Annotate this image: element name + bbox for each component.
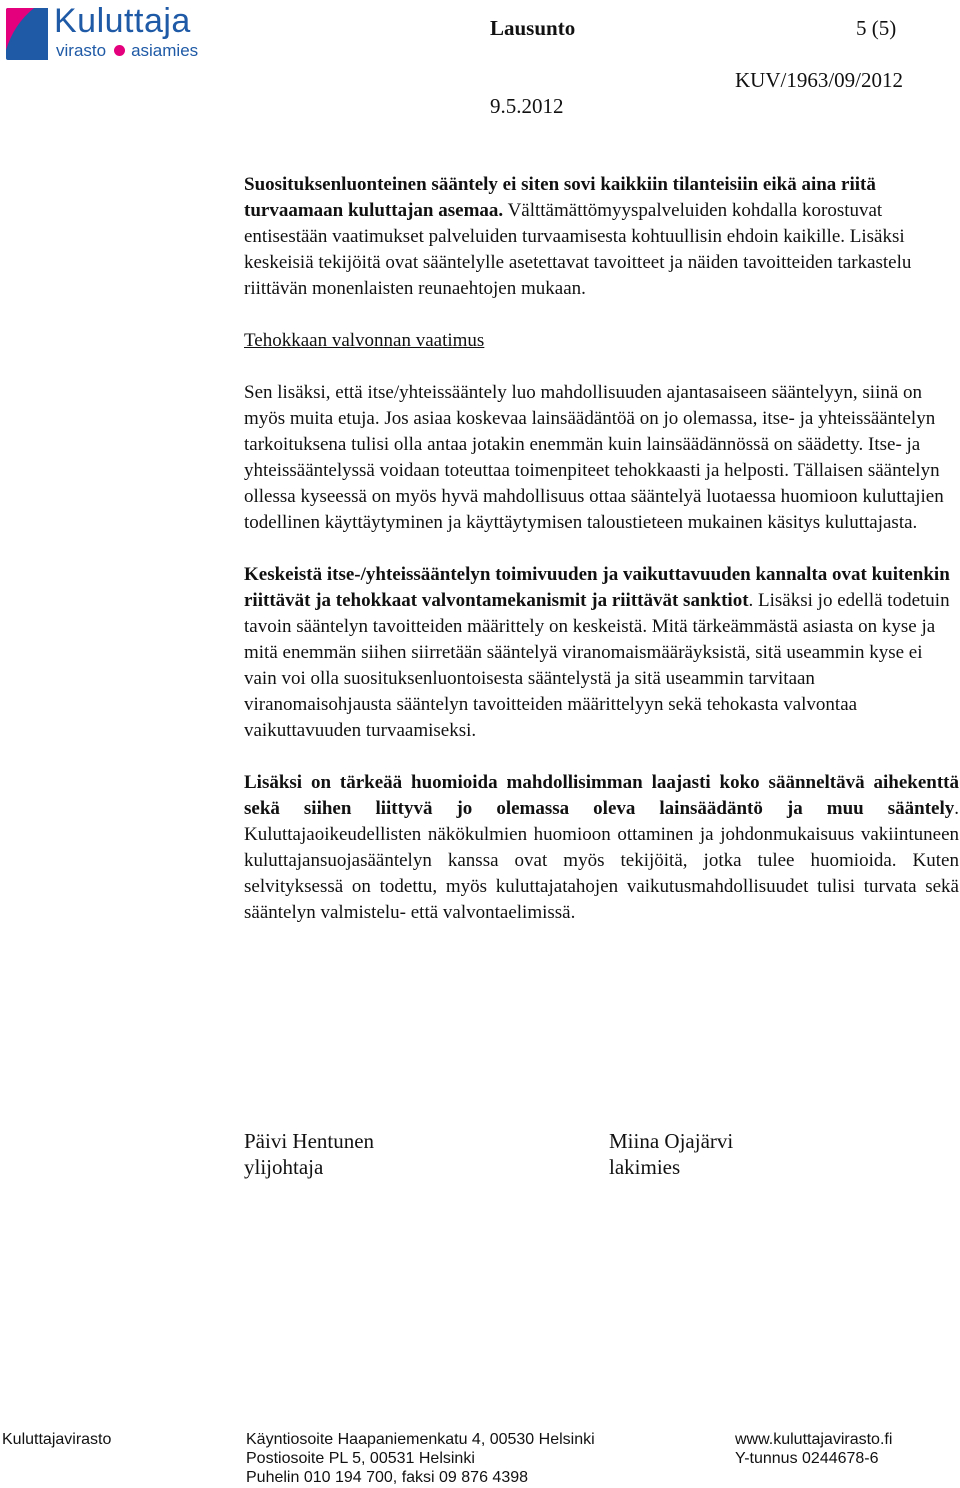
logo-dot-icon — [114, 45, 125, 56]
paragraph-4-text: . Kuluttajaoikeudellisten näkökulmien huomioon ottaminen ja johdonmukaisuus vakiintuneen kuluttajansuojasääntelyn kanssa ovat myös tekijöitä, jotka tulee huomioida. Kuten selvityksessä on todettu, myös kuluttajatahojen vaikutusmahdollisuudet tulisi turvata sekä sääntelyn valmistelu- että valvontaelimissä. — [244, 798, 959, 923]
logo-mark-icon — [4, 6, 52, 62]
footer-business-id: Y-tunnus 0244678-6 — [735, 1450, 879, 1467]
paragraph-3-text: . Lisäksi jo edellä todetuin tavoin sääntelyn tavoitteiden määrittely on keskeistä. Mitä tärkeämmästä asiasta on kyse ja mitä enemmän siihen siirretään sääntelyä viranomaismääräyksistä, sitä useammin kyse ei vain voi olla suosituksenluontoisesta sääntelystä ja sitä useammin tarvitaan viranomaisohjausta sääntelyn tavoitteiden määrittelyyn sekä tehokasta valvontaa vaikuttavuuden turvaamiseksi. — [244, 590, 950, 741]
reference-number: KUV/1963/09/2012 — [735, 68, 903, 92]
footer-web — [735, 1430, 892, 1468]
paragraph-4-bold: Lisäksi on tärkeää huomioida mahdollisimman laajasti koko säänneltävä aihekenttä sekä siihen liittyvä jo olemassa oleva lainsäädäntö ja muu sääntely — [244, 772, 959, 819]
logo-word-virasto: virasto — [56, 41, 107, 60]
signer-name: Miina Ojajärvi — [609, 1129, 734, 1153]
signature-block-1 — [244, 1128, 374, 1180]
document-type: Lausunto — [490, 16, 576, 40]
subheading: Tehokkaan valvonnan vaatimus — [244, 330, 485, 351]
footer-address — [246, 1430, 595, 1487]
paragraph-1 — [244, 172, 959, 302]
footer-org-name: Kuluttajavirasto — [2, 1431, 112, 1448]
kuluttaja-logo — [4, 2, 210, 64]
paragraph-1-text: Välttämättömyyspalveluiden kohdalla korostuvat entisestään vaatimukset palveluiden turvaamisesta kohtuullisin ehdoin kaikille. Lisäksi keskeisiä tekijöitä ovat sääntelylle asetettavat tavoitteet ja näiden tavoitteiden tarkastelu riittävän monenlaisten reunaehtojen mukaan. — [244, 200, 912, 299]
signer-title: ylijohtaja — [244, 1155, 324, 1179]
paragraph-3 — [244, 562, 959, 744]
paragraph-1-bold: Suosituksenluonteinen sääntely ei siten sovi kaikkiin tilanteisiin eikä aina riitä turvaamaan kuluttajan asemaa. — [244, 174, 876, 221]
signer-title: lakimies — [609, 1155, 681, 1179]
footer-website-link[interactable]: www.kuluttajavirasto.fi — [735, 1431, 893, 1448]
footer-visiting-address: Käyntiosoite Haapaniemenkatu 4, 00530 Helsinki — [246, 1431, 595, 1448]
page-number: 5 (5) — [856, 16, 897, 40]
paragraph-2: Sen lisäksi, että itse/yhteissääntely luo mahdollisuuden ajantasaiseen sääntelyyn, siinä on myös muita etuja. Jos asiaa koskevaa lainsäädäntöä on jo olemassa, itse- ja yhteissääntelyn tarkoituksena tulisi olla antaa jotakin enemmän kuin lainsäädännössä on säädetty. Itse- ja yhteissääntelyssä voidaan toteuttaa toimenpiteet tehokkaasti ja helposti. Tällaisen sääntelyn ollessa kyseessä on myös hyvä mahdollisuus ottaa sääntelyä luotaessa huomioon kuluttajien todellinen käyttäytyminen ja käyttäytymisen taloustieteen mukainen käsitys kuluttajasta. — [244, 382, 944, 533]
signature-block-2 — [609, 1128, 733, 1180]
logo-word-asiamies: asiamies — [131, 41, 199, 60]
footer-postal-address: Postiosoite PL 5, 00531 Helsinki — [246, 1450, 475, 1467]
logo-wordmark: Kuluttaja — [54, 2, 191, 40]
footer-org — [2, 1430, 111, 1449]
document-date: 9.5.2012 — [490, 94, 564, 118]
logo-subwords — [56, 41, 198, 61]
paragraph-4 — [244, 770, 959, 926]
footer-phone: Puhelin 010 194 700, faksi 09 876 4398 — [246, 1469, 529, 1486]
signer-name: Päivi Hentunen — [244, 1129, 375, 1153]
document-body — [244, 172, 959, 952]
paragraph-3-bold: Keskeistä itse-/yhteissääntelyn toimivuuden ja vaikuttavuuden kannalta ovat kuitenkin riittävät ja tehokkaat valvontamekanismit ja riittävät sanktiot — [244, 564, 950, 611]
